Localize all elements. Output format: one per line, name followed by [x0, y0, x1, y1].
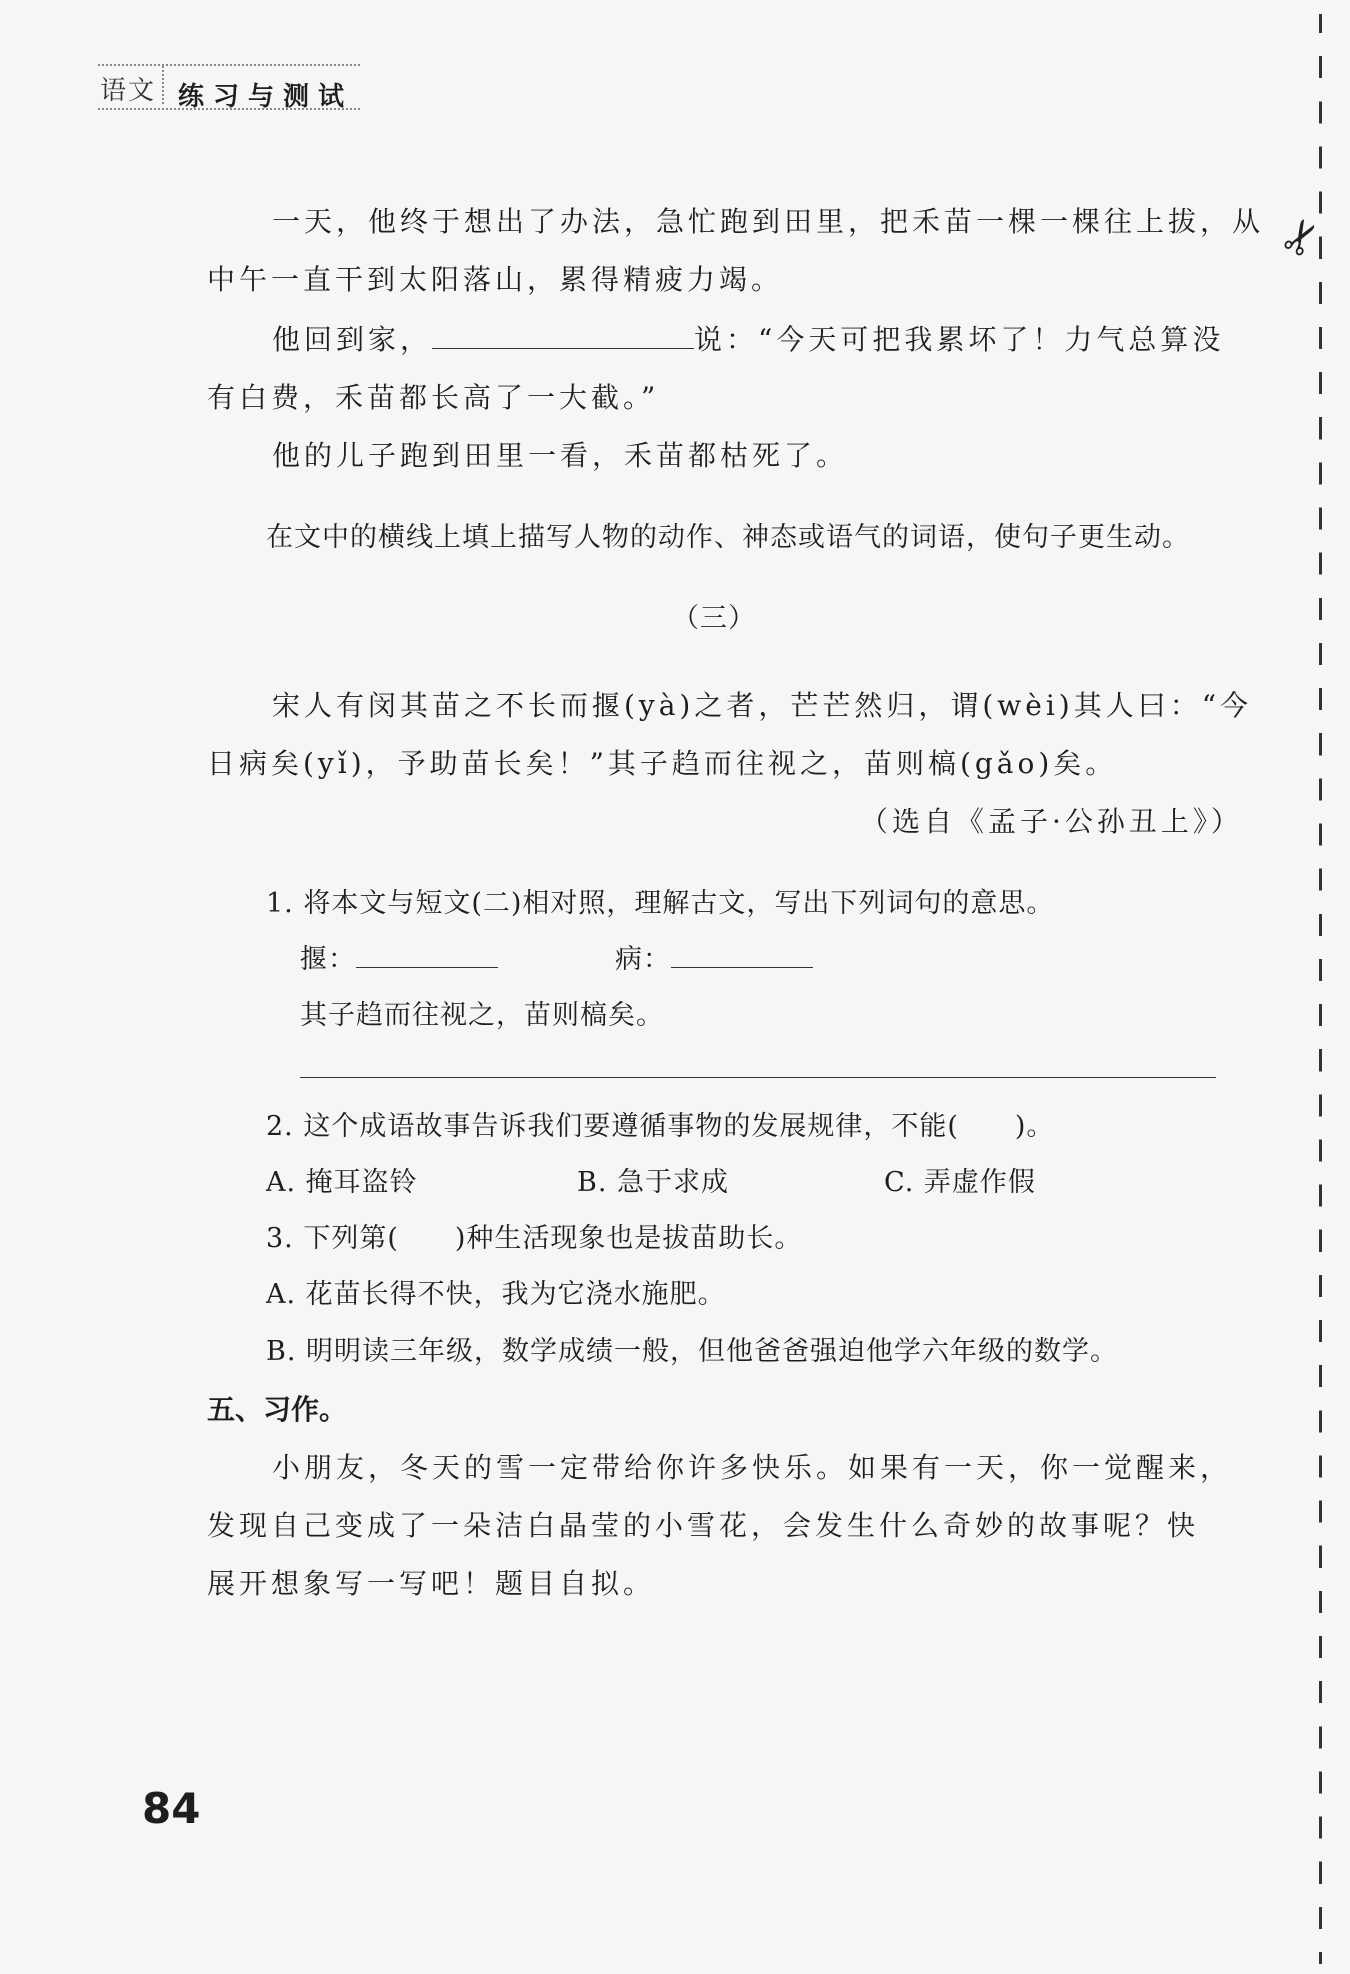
- header-subject: 语文: [100, 76, 157, 106]
- question-1a-label: 揠：: [300, 944, 356, 975]
- section5-line3: 展开想象写一写吧！题目自拟。: [207, 1567, 656, 1600]
- passage2-p3: 他的儿子跑到田里一看，禾苗都枯死了。: [272, 439, 849, 472]
- question-2-option-a[interactable]: A. 掩耳盗铃: [266, 1167, 418, 1198]
- passage3-line1: 宋人有闵其苗之不长而揠(yà)之者，芒芒然归，谓(wèi)其人曰：“今: [272, 689, 1253, 722]
- passage2-p1-line2: 中午一直干到太阳落山，累得精疲力竭。: [207, 263, 784, 296]
- question-1: 1. 将本文与短文(二)相对照，理解古文，写出下列词句的意思。: [266, 888, 1055, 919]
- passage3-source: （选自《孟子·公孙丑上》）: [860, 805, 1243, 838]
- question-3: 3. 下列第( )种生活现象也是拔苗助长。: [266, 1223, 803, 1254]
- cut-line: [1319, 14, 1322, 1964]
- question-3-option-a[interactable]: A. 花苗长得不快，我为它浇水施肥。: [266, 1279, 726, 1310]
- question-3-option-b[interactable]: B. 明明读三年级，数学成绩一般，但他爸爸强迫他学六年级的数学。: [266, 1336, 1119, 1367]
- answer-blank-bing[interactable]: [671, 941, 813, 968]
- question-1a: [300, 937, 498, 976]
- question-1c: 其子趋而往视之，苗则槁矣。: [300, 1000, 664, 1031]
- page-number: 84: [142, 1784, 201, 1833]
- question-1b-label: 病：: [615, 944, 671, 975]
- passage2-p2-line2: 有白费，禾苗都长高了一大截。”: [207, 381, 660, 414]
- question-2: 2. 这个成语故事告诉我们要遵循事物的发展规律，不能( )。: [266, 1111, 1055, 1142]
- header-divider: [162, 66, 164, 104]
- answer-blank-ya[interactable]: [356, 941, 498, 968]
- passage2-instruction: 在文中的横线上填上描写人物的动作、神态或语气的词语，使句子更生动。: [266, 522, 1190, 553]
- header-title: 练习与测试: [178, 82, 354, 112]
- question-2-option-c[interactable]: C. 弄虚作假: [884, 1167, 1036, 1198]
- passage3-line2: 日病矣(yǐ)，予助苗长矣！”其子趋而往视之，苗则槁(gǎo)矣。: [207, 747, 1118, 780]
- passage3-heading: （三）: [672, 603, 756, 634]
- section5-line1: 小朋友，冬天的雪一定带给你许多快乐。如果有一天，你一觉醒来，: [272, 1451, 1233, 1484]
- section5-line2: 发现自己变成了一朵洁白晶莹的小雪花，会发生什么奇妙的故事呢？快: [207, 1509, 1200, 1542]
- passage2-p2-post: 说：“今天可把我累坏了！力气总算没: [694, 323, 1225, 356]
- question-2-option-b[interactable]: B. 急于求成: [577, 1167, 730, 1198]
- passage2-p1-line1: 一天，他终于想出了办法，急忙跑到田里，把禾苗一棵一棵往上拔，从: [272, 205, 1265, 238]
- passage2-p2-pre: 他回到家，: [272, 323, 433, 356]
- passage2-p2-line1: [272, 318, 1224, 358]
- section5-heading: 五、习作。: [207, 1393, 348, 1426]
- fill-blank-1[interactable]: [432, 322, 694, 349]
- question-1b: [615, 937, 813, 976]
- scissors-icon: ✂: [1268, 206, 1335, 268]
- answer-line-1c[interactable]: [300, 1077, 1216, 1078]
